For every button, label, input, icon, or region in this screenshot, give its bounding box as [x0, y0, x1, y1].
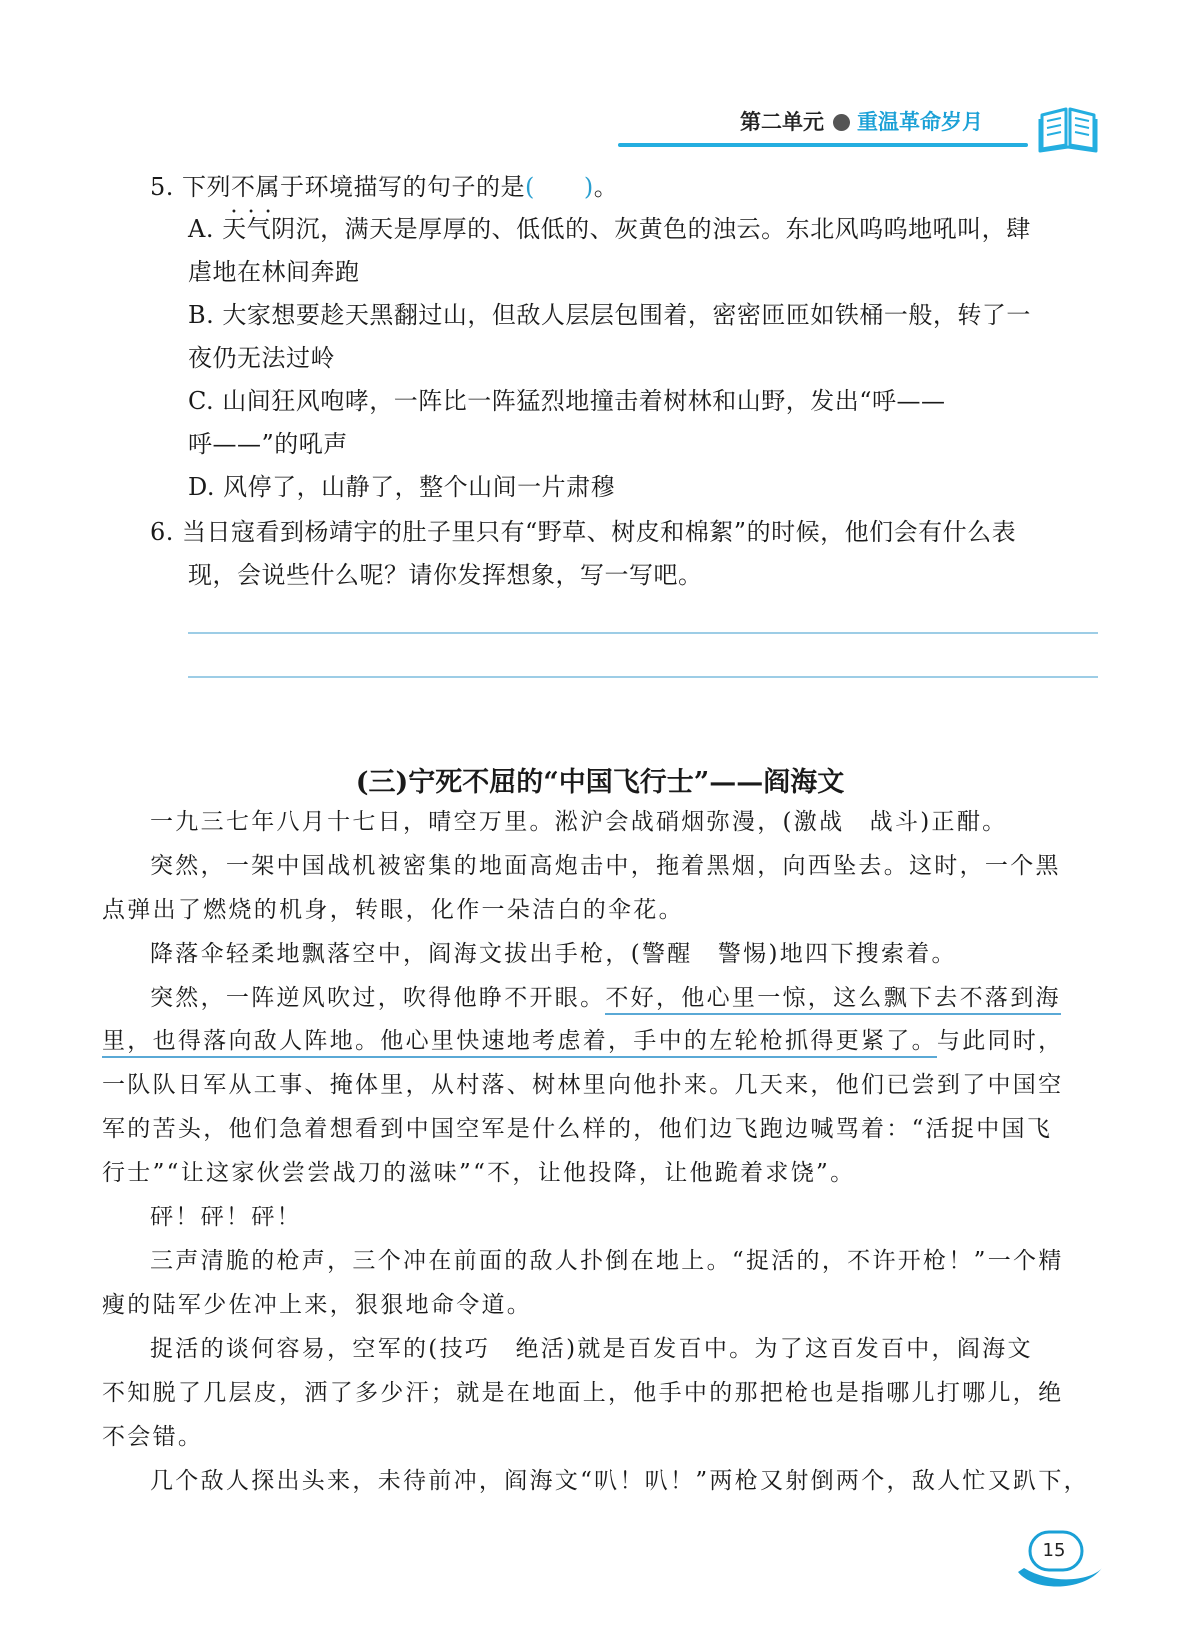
- passage-text: 突然，一阵逆风吹过，吹得他睁不开眼。: [150, 985, 606, 1011]
- q5-stem-end: 。: [593, 173, 619, 201]
- q5-option-d: D. 风停了，山静了，整个山间一片肃穆: [188, 473, 616, 501]
- question-6-stem: 6. 当日寇看到杨靖宇的肚子里只有“野草、树皮和棉絮”的时候，他们会有什么表: [150, 518, 1017, 546]
- passage-line: 不会错。: [102, 1424, 204, 1450]
- passage-line: 点弹出了燃烧的机身，转眼，化作一朵洁白的伞花。: [102, 897, 684, 923]
- page-header: [0, 0, 1200, 160]
- underlined-sentence: 里，也得落向敌人阵地。他心里快速地考虑着，手中的左轮枪抓得更紧了。: [102, 1028, 937, 1058]
- passage-paragraph: 几个敌人探出头来，未待前冲，阎海文“叭！叭！”两枪又射倒两个，敌人忙又趴下，: [150, 1468, 1089, 1494]
- q5-answer-bracket[interactable]: ( ): [525, 173, 594, 201]
- unit-label: 第二单元: [740, 110, 824, 134]
- q5-option-c: C. 山间狂风咆哮，一阵比一阵猛烈地撞击着树林和山野，发出“呼——: [188, 387, 946, 415]
- answer-line-2[interactable]: [188, 676, 1098, 678]
- page-number: 15: [1042, 1540, 1066, 1561]
- passage-paragraph: [150, 983, 1061, 1013]
- header-rule: [618, 143, 1028, 147]
- question-6-stem-cont: 现，会说些什么呢？请你发挥想象，写一写吧。: [188, 561, 703, 589]
- q5-option-b-cont: 夜仍无法过岭: [188, 344, 335, 372]
- unit-heading: [740, 106, 983, 136]
- answer-line-1[interactable]: [188, 632, 1098, 634]
- underlined-sentence: 不好，他心里一惊，这么飘下去不落到海: [605, 985, 1060, 1015]
- passage-paragraph: 捉活的谈何容易，空军的(技巧 绝活)就是百发百中。为了这百发百中，阎海文: [150, 1336, 1033, 1362]
- q5-option-a-cont: 虐地在林间奔跑: [188, 258, 360, 286]
- q5-emphasis: 不属于 • • •: [231, 173, 305, 201]
- passage-line: 不知脱了几层皮，洒了多少汗；就是在地面上，他手中的那把枪也是指哪儿打哪儿，绝: [102, 1380, 1064, 1406]
- passage-line: 行士”“让这家伙尝尝战刀的滋味”“不，让他投降，让他跪着求饶”。: [102, 1160, 856, 1186]
- q5-option-a: A. 天气阴沉，满天是厚厚的、低低的、灰黄色的浊云。东北风呜呜地吼叫，肆: [188, 215, 1031, 243]
- passage-line: 一队队日军从工事、掩体里，从村落、树林里向他扑来。几天来，他们已尝到了中国空: [102, 1072, 1064, 1098]
- passage-paragraph: 三声清脆的枪声，三个冲在前面的敌人扑倒在地上。“捉活的，不许开枪！”一个精: [150, 1248, 1064, 1274]
- passage-paragraph: 降落伞轻柔地飘落空中，阎海文拔出手枪，(警醒 警惕)地四下搜索着。: [150, 941, 957, 967]
- passage-paragraph: 突然，一架中国战机被密集的地面高炮击中，拖着黑烟，向西坠去。这时，一个黑: [150, 853, 1061, 879]
- q5-stem-part: 环境描写的句子的是: [304, 173, 526, 201]
- bullet-dot-icon: [833, 114, 850, 131]
- passage-line: 军的苦头，他们急着想看到中国空军是什么样的，他们边飞跑边喊骂着：“活捉中国飞: [102, 1116, 1053, 1142]
- passage-text: 与此同时，: [936, 1028, 1064, 1054]
- question-5-stem: [150, 172, 618, 202]
- open-book-icon: [1036, 103, 1100, 153]
- unit-theme: 重温革命岁月: [857, 110, 983, 134]
- passage-paragraph: 一九三七年八月十七日，晴空万里。淞沪会战硝烟弥漫，(激战 战斗)正酣。: [150, 809, 1008, 835]
- section-title: (三)宁死不屈的“中国飞行士”——阎海文: [355, 767, 845, 798]
- passage-line: [102, 1026, 1063, 1056]
- q5-option-b: B. 大家想要趁天黑翻过山，但敌人层层包围着，密密匝匝如铁桶一般，转了一: [188, 301, 1031, 329]
- q5-stem-part: 5. 下列: [150, 173, 232, 201]
- passage-paragraph: 砰！砰！砰！: [150, 1204, 302, 1230]
- q5-option-c-cont: 呼——”的吼声: [188, 430, 348, 458]
- passage-line: 瘦的陆军少佐冲上来，狠狠地命令道。: [102, 1292, 533, 1318]
